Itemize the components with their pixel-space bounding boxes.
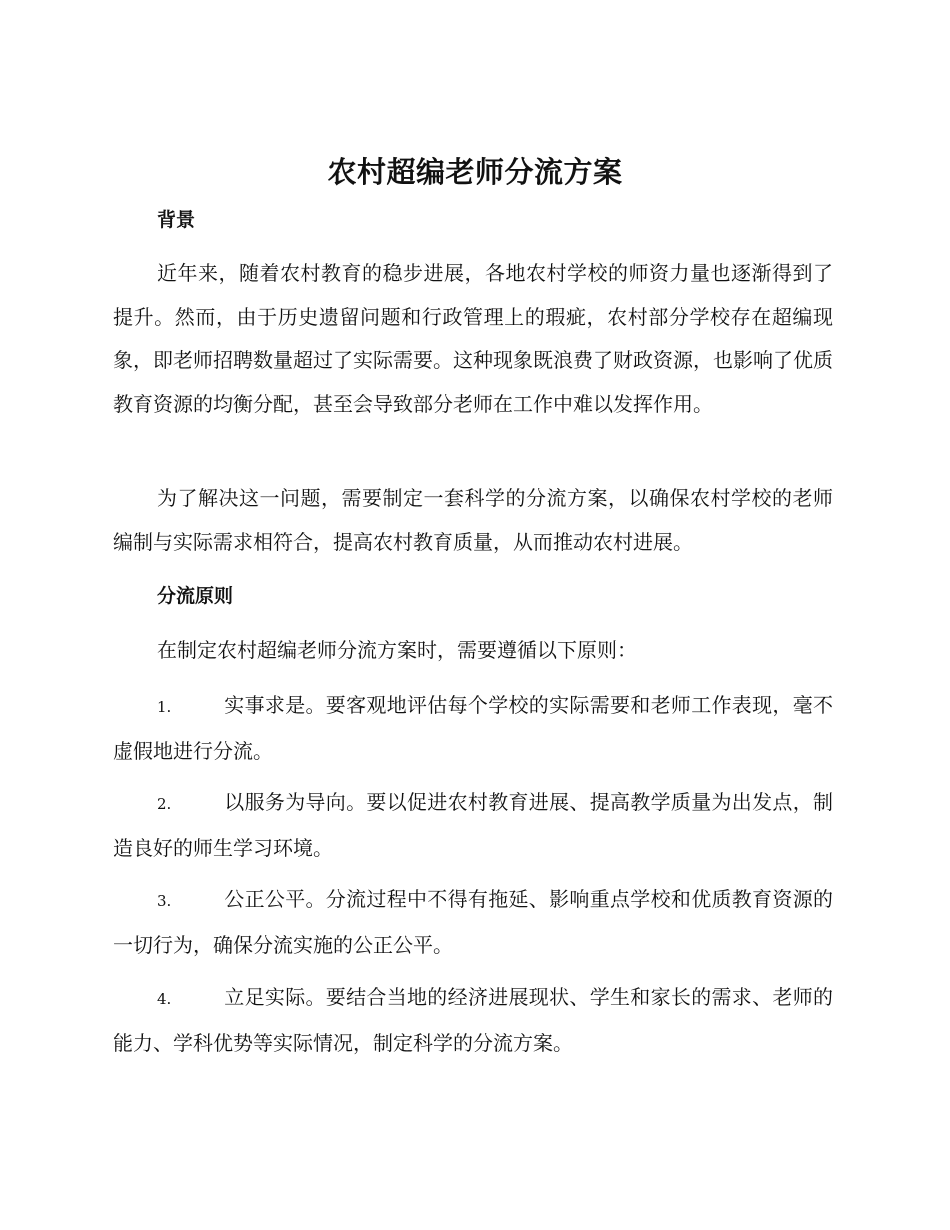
- section-heading-principles: 分流原则: [157, 585, 234, 607]
- principle-number: 1.: [157, 698, 172, 716]
- principle-number: 4.: [157, 990, 172, 1008]
- section-heading-background: 背景: [157, 209, 196, 231]
- principle-number: 2.: [157, 795, 172, 813]
- principle-item: [113, 976, 833, 1065]
- principle-item: [113, 684, 833, 773]
- principle-text: 以服务为导向。要以促进农村教育进展、提高教学质量为出发点，制造良好的师生学习环境。: [113, 790, 833, 860]
- principle-item: [113, 878, 833, 967]
- background-paragraph-2: 为了解决这一问题，需要制定一套科学的分流方案，以确保农村学校的老师编制与实际需求相符合，提高农村教育质量，从而推动农村进展。: [113, 486, 833, 554]
- principles-intro: 在制定农村超编老师分流方案时，需要遵循以下原则：: [157, 638, 637, 662]
- principle-text: 实事求是。要客观地评估每个学校的实际需要和老师工作表现，毫不虚假地进行分流。: [113, 693, 833, 763]
- background-paragraph-1: 近年来，随着农村教育的稳步进展，各地农村学校的师资力量也逐渐得到了提升。然而，由于历史遗留问题和行政管理上的瑕疵，农村部分学校存在超编现象，即老师招聘数量超过了实际需要。这种现象既浪费了财政资源，也影响了优质教育资源的均衡分配，甚至会导致部分老师在工作中难以发挥作用。: [113, 261, 833, 416]
- principle-text: 公正公平。分流过程中不得有拖延、影响重点学校和优质教育资源的一切行为，确保分流实施的公正公平。: [113, 887, 833, 957]
- document-title: 农村超编老师分流方案: [327, 155, 623, 189]
- principle-text: 立足实际。要结合当地的经济进展现状、学生和家长的需求、老师的能力、学科优势等实际情况，制定科学的分流方案。: [113, 985, 833, 1055]
- principle-number: 3.: [157, 892, 172, 910]
- principle-item: [113, 781, 833, 870]
